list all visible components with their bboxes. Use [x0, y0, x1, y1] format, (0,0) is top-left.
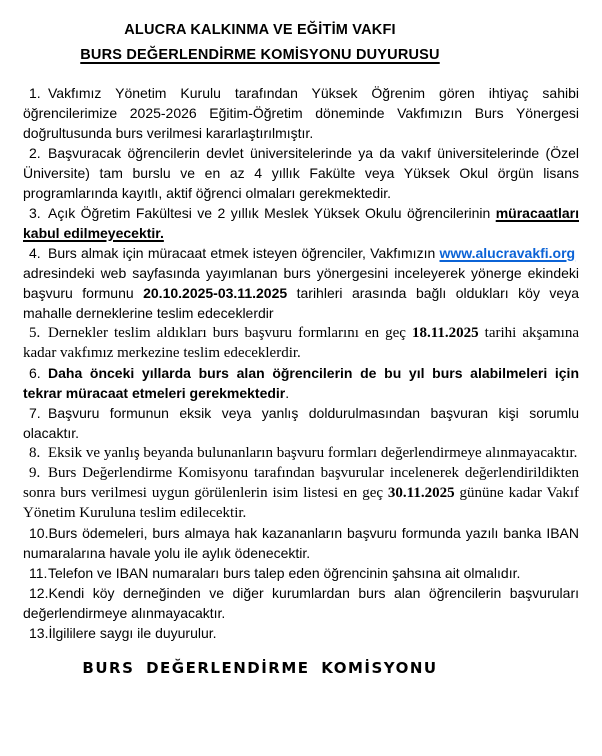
item-text: Telefon ve IBAN numaraları burs talep eden öğrencinin şahsına ait olmalıdır. [48, 565, 521, 581]
notice-item-8 [23, 443, 579, 463]
item-text: Başvuru formunun eksik veya yanlış doldurulmasından başvuran kişi sorumlu olacaktır. [23, 405, 579, 441]
item-text: 30.11.2025 [387, 485, 455, 501]
item-text: Vakfımız Yönetim Kurulu tarafından Yüksek Öğrenim gören ihtiyaç sahibi öğrencilerimize 2025-2026 Eğitim-Öğretim döneminde Vakfımızın Burs Yönergesi doğrultusunda burs verilmesi kararlaştırılmıştır. [23, 85, 579, 141]
item-text: tarihleri arasında bağlı oldukları köy veya mahalle derneklerine teslim edeceklerdir [23, 285, 579, 321]
signature-line: BURS DEĞERLENDİRME KOMİSYONU [82, 659, 438, 677]
notice-item-4 [23, 243, 579, 323]
item-text: müracaatları kabul edilmeyecektir. [23, 205, 579, 241]
item-text: İlgililere saygı ile duyurulur. [48, 625, 217, 641]
item-number: 6. [29, 365, 41, 381]
item-text: Eksik ve yanlış beyanda bulunanların başvuru formları değerlendirmeye alınmayacaktır. [48, 445, 578, 461]
item-number: 11. [29, 565, 48, 581]
item-text: Burs almak için müracaat etmek isteyen öğrenciler, Vakfımızın [48, 245, 440, 261]
item-number: 4. [29, 245, 41, 261]
notice-item-6 [23, 363, 579, 403]
item-text: Daha önceki yıllarda burs alan öğrencilerin de bu yıl burs alabilmeleri için tekrar müracaat etmeleri gerekmektedir [23, 365, 579, 401]
item-number: 7. [29, 405, 41, 421]
item-text: gününe kadar Vakıf Yönetim Kuruluna teslim edilecektir. [23, 485, 580, 521]
item-text: . [285, 385, 290, 401]
notice-item-9 [23, 463, 579, 523]
notice-item-2 [23, 143, 579, 203]
item-number: 1. [29, 85, 41, 101]
item-number: 2. [29, 145, 41, 161]
notice-item-5 [23, 323, 579, 363]
item-number: 9. [29, 465, 41, 481]
item-text: tarihi akşamına kadar vakfımız merkezine teslim edeceklerdir. [23, 325, 579, 361]
announcement-document [0, 18, 602, 756]
website-link[interactable]: www.alucravakfi.org [439, 245, 576, 261]
item-number: 8. [29, 445, 41, 461]
notice-item-10 [23, 523, 579, 563]
document-title-line1: ALUCRA KALKINMA VE EĞİTİM VAKFI [124, 22, 396, 38]
notice-item-11 [23, 563, 579, 583]
item-number: 3. [29, 205, 41, 221]
notice-item-3 [23, 203, 579, 243]
document-title-line2: BURS DEĞERLENDİRME KOMİSYONU DUYURUSU [80, 47, 440, 63]
item-text: Kendi köy derneğinden ve diğer kurumlardan burs alan öğrencilerin başvuruları değerlendirmeye alınmayacaktır. [23, 585, 579, 621]
item-text: Başvuracak öğrencilerin devlet üniversitelerinde ya da vakıf üniversitelerinde (Özel Üniversite) tam burslu ve en az 4 yıllık Fakülte veya Yüksek Okul örgün lisans programlarında kayıtlı, aktif öğrenci olmaları gerekmektedir. [23, 145, 579, 201]
notice-item-7 [23, 403, 579, 443]
item-text: Açık Öğretim Fakültesi ve 2 yıllık Meslek Yüksek Okulu öğrencilerinin [48, 205, 496, 221]
item-text: Dernekler teslim aldıkları burs başvuru formlarını en geç [48, 325, 412, 341]
notice-list [23, 83, 579, 643]
item-text: adresindeki web sayfasında yayımlanan burs yönergesini inceleyerek yönerge ekindeki başvuru formunu [23, 245, 579, 301]
notice-item-12 [23, 583, 579, 623]
document-header [24, 18, 496, 68]
item-text: 18.11.2025 [411, 325, 479, 341]
item-number: 5. [29, 325, 41, 341]
item-text: Burs ödemeleri, burs almaya hak kazananların başvuru formunda yazılı banka IBAN numaralarına havale yolu ile aylık ödenecektir. [23, 525, 579, 561]
notice-item-13 [23, 623, 579, 643]
item-number: 13. [29, 625, 49, 641]
item-text: 20.10.2025-03.11.2025 [143, 285, 288, 301]
item-number: 10. [29, 525, 49, 541]
notice-item-1 [23, 83, 579, 143]
item-number: 12. [29, 585, 49, 601]
item-text: Burs Değerlendirme Komisyonu tarafından başvurular incelenerek değerlendirildikten sonra burs verilmesi uygun görülenlerin isim listesi en geç [23, 465, 579, 501]
